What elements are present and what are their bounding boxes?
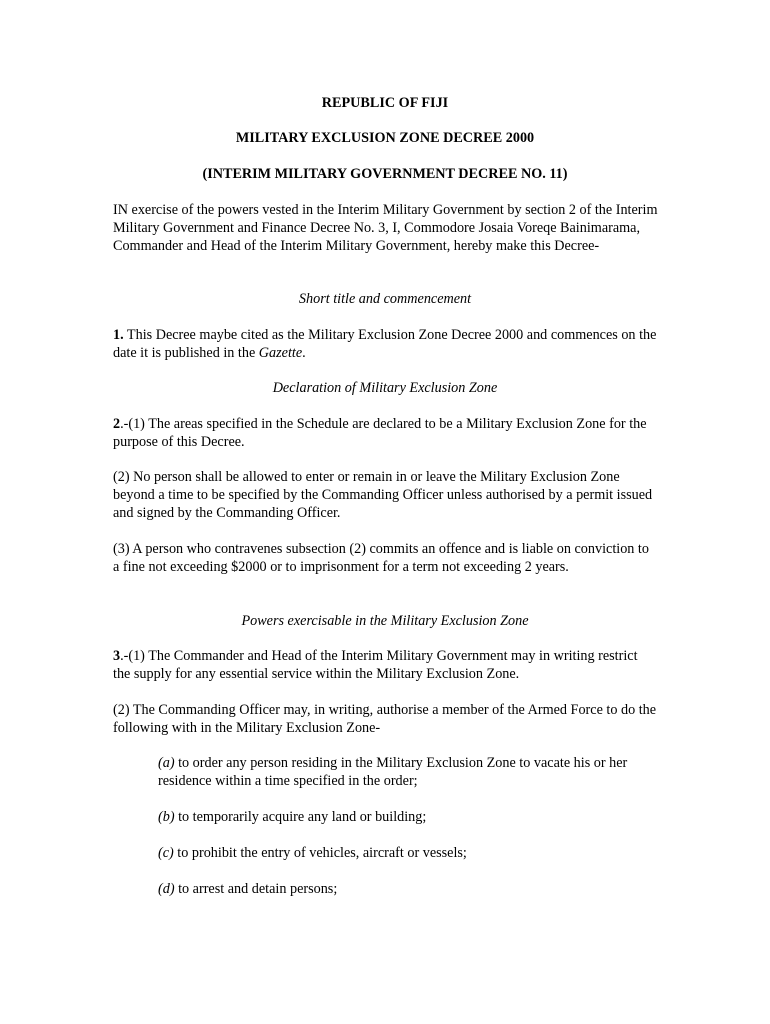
list-item-d-label: (d) xyxy=(158,881,175,897)
list-item-a xyxy=(158,754,658,790)
list-item-c xyxy=(158,844,658,862)
section-3-subsection-2: (2) The Commanding Officer may, in writing, authorise a member of the Armed Force to do the following with in the Military Exclusion Zone- xyxy=(113,702,657,736)
section-2-subsection-2: (2) No person shall be allowed to enter or remain in or leave the Military Exclusion Zone beyond a time to be specified by the Commanding Officer unless authorised by a permit issued and signed by the Commanding Officer. xyxy=(113,469,653,521)
section-2-heading: Declaration of Military Exclusion Zone xyxy=(272,380,498,396)
section-2-subsection-3: (3) A person who contravenes subsection (2) commits an offence and is liable on conviction to a fine not exceeding $2000 or to imprisonment for a term not exceeding 2 years. xyxy=(113,541,649,575)
list-item-b-label: (b) xyxy=(158,809,175,825)
list-item-a-label: (a) xyxy=(158,755,175,771)
section-1-heading: Short title and commencement xyxy=(298,291,472,307)
title-republic: REPUBLIC OF FIJI xyxy=(321,95,449,111)
preamble-paragraph: IN exercise of the powers vested in the Interim Military Government by section 2 of the Interim Military Government and Finance Decree No. 3, I, Commodore Josaia Voreqe Bainimarama, Commander and Head of the Interim Military Government, hereby make this Decree- xyxy=(113,202,658,254)
list-item-b xyxy=(158,808,658,826)
section-2-subsection-1-text: .-(1) The areas specified in the Schedule are declared to be a Military Exclusion Zone for the purpose of this Decree. xyxy=(113,416,647,450)
title-interim: (INTERIM MILITARY GOVERNMENT DECREE NO. 11) xyxy=(202,166,568,182)
list-item-c-label: (c) xyxy=(158,845,174,861)
list-item-c-text: to prohibit the entry of vehicles, aircraft or vessels; xyxy=(173,845,467,861)
list-item-b-text: to temporarily acquire any land or building; xyxy=(174,809,427,825)
gazette-word: Gazette xyxy=(258,345,303,361)
section-3-heading: Powers exercisable in the Military Exclusion Zone xyxy=(241,613,529,629)
section-1-paragraph xyxy=(113,326,658,362)
list-item-d xyxy=(158,880,658,898)
section-2-number: 2 xyxy=(113,416,121,432)
title-decree: MILITARY EXCLUSION ZONE DECREE 2000 xyxy=(235,130,535,146)
section-3-subsection-1-text: .-(1) The Commander and Head of the Interim Military Government may in writing restrict the supply for any essential service within the Military Exclusion Zone. xyxy=(113,648,638,682)
section-3-subsection-1 xyxy=(113,647,658,683)
list-item-a-text: to order any person residing in the Military Exclusion Zone to vacate his or her residence within a time specified in the order; xyxy=(158,755,628,789)
section-2-subsection-1 xyxy=(113,415,658,451)
section-3-number: 3 xyxy=(113,648,121,664)
list-item-d-text: to arrest and detain persons; xyxy=(174,881,338,897)
section-1-number: 1. xyxy=(113,327,124,343)
section-1-end: . xyxy=(302,345,306,361)
section-1-text: This Decree maybe cited as the Military Exclusion Zone Decree 2000 and commences on the date it is published in the xyxy=(113,327,657,361)
